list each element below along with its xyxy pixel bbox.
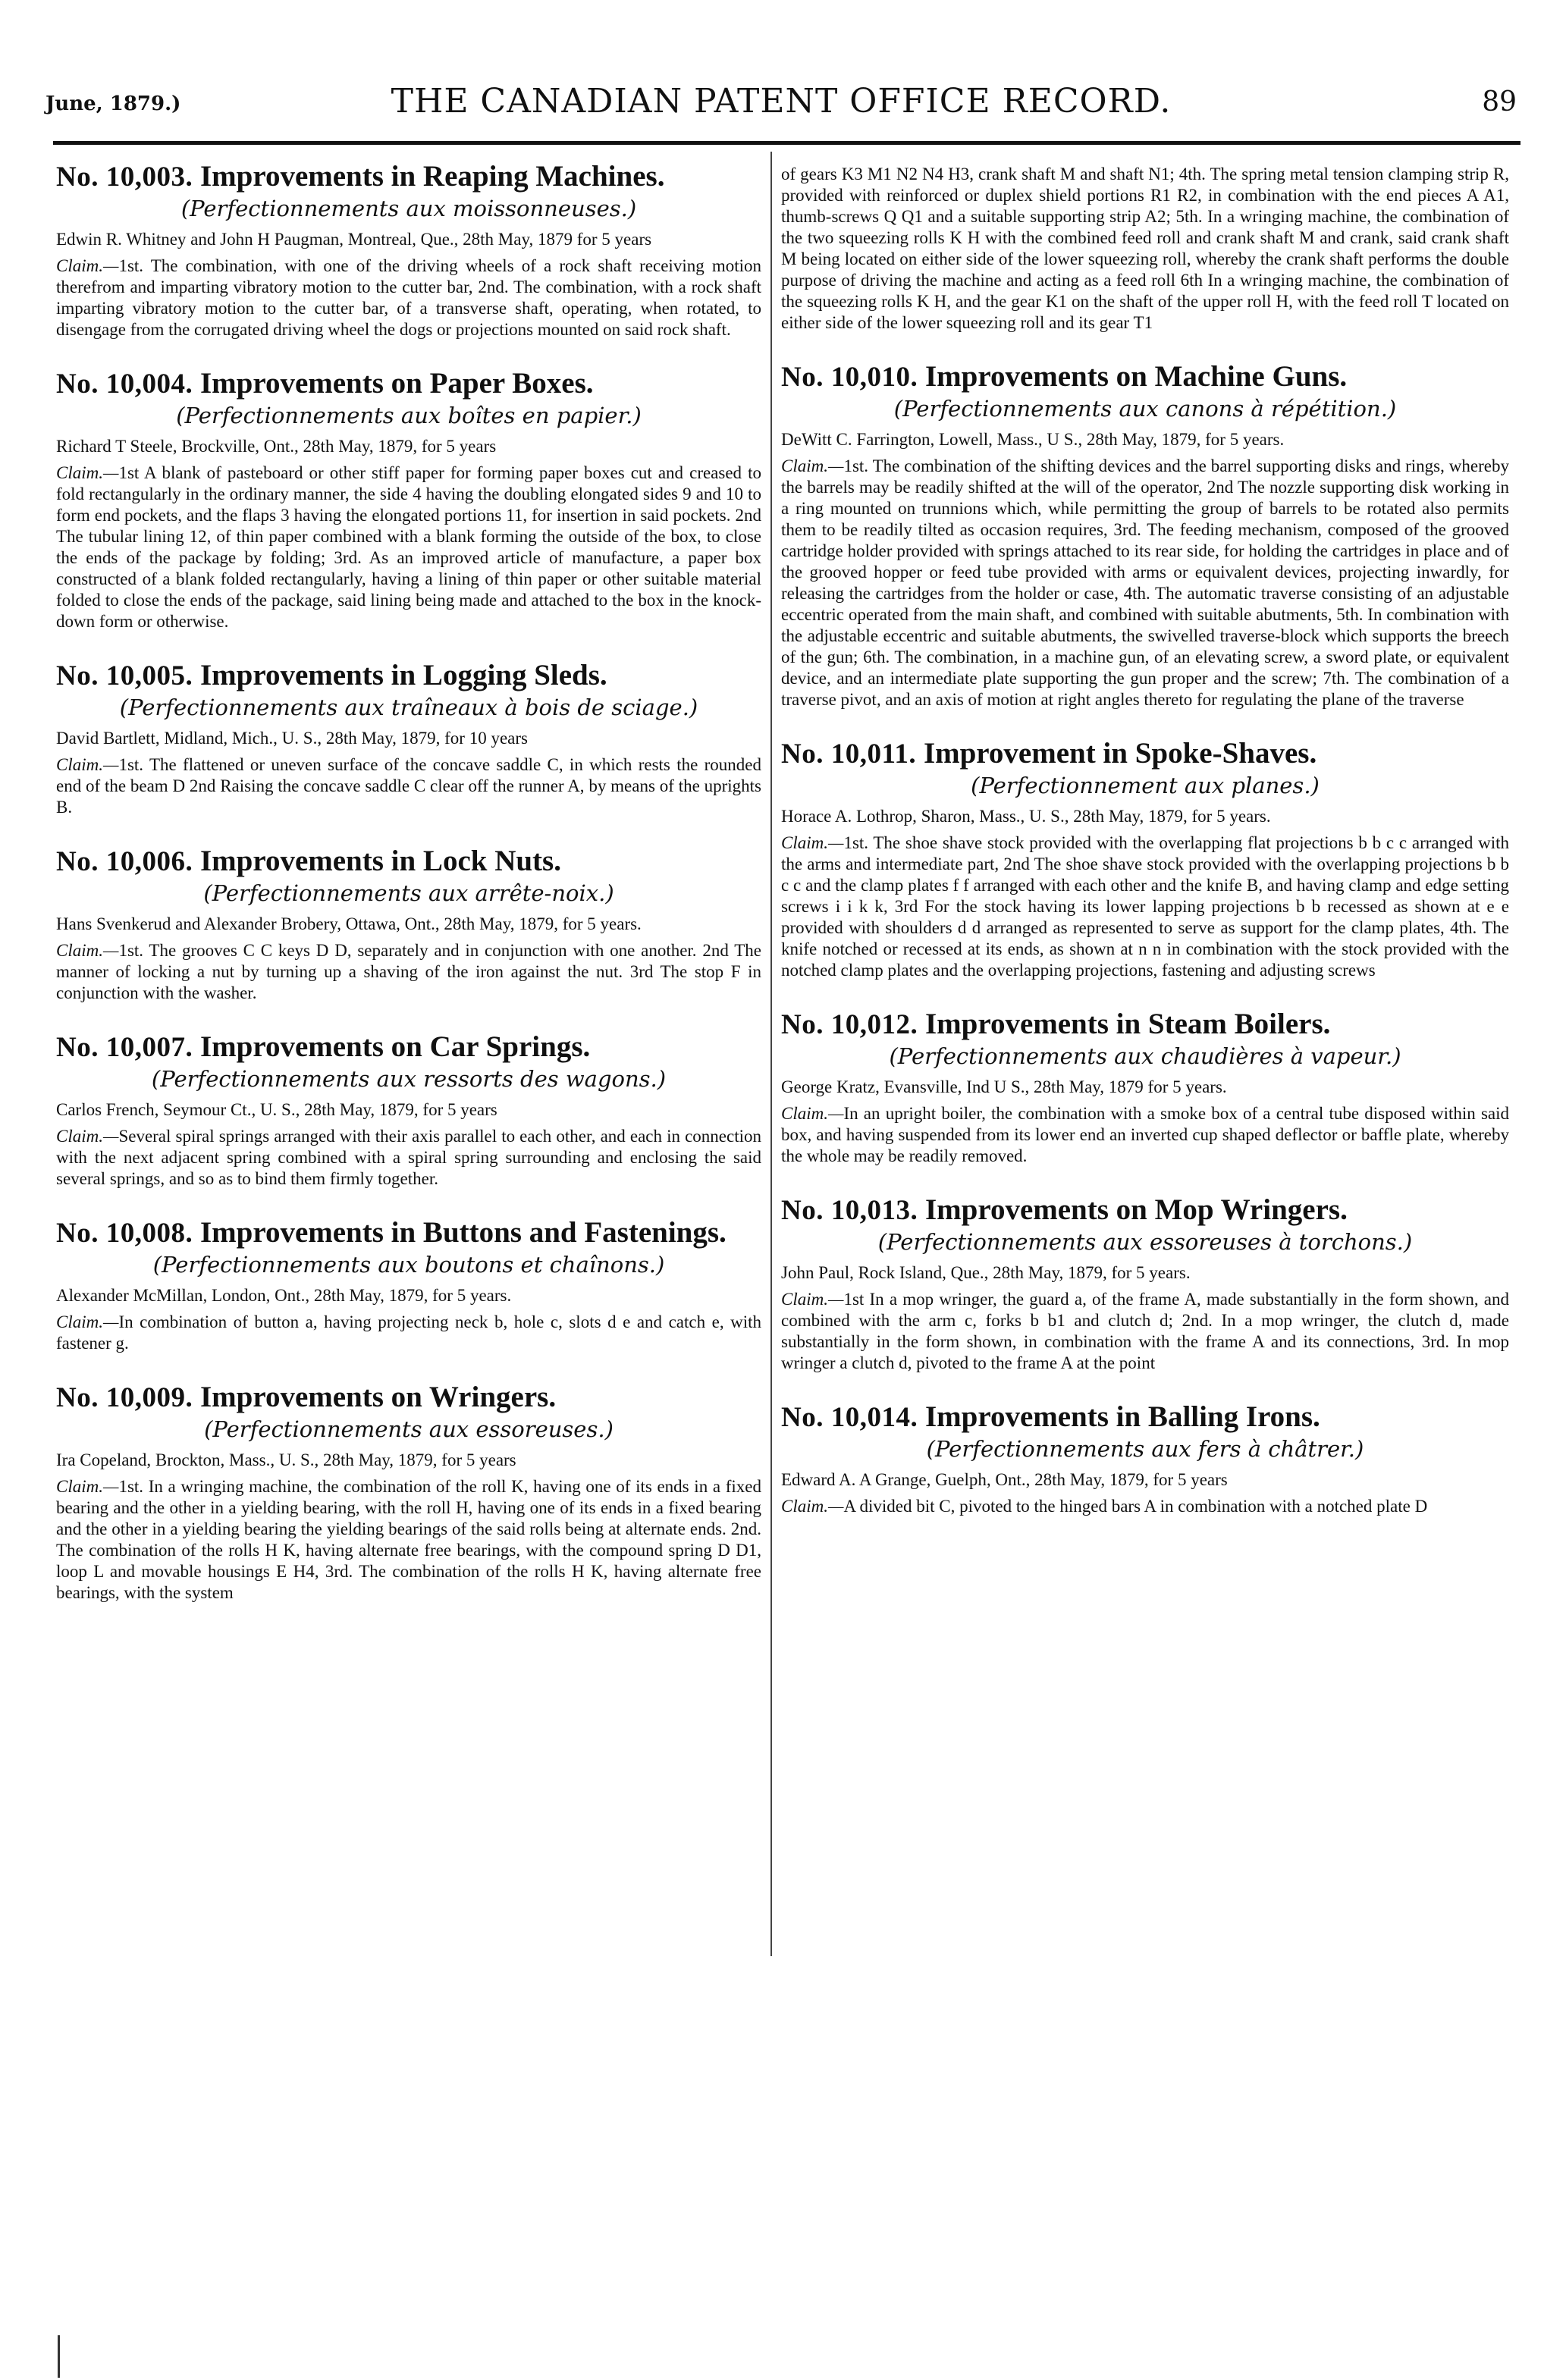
claim-text: 1st. The flattened or uneven surface of the concave saddle C, in which rests the rounded end of the beam D 2nd Raising the concave saddle C clear off the runner A, by means of the uprights B. bbox=[56, 755, 761, 817]
patent-claim bbox=[781, 1103, 1509, 1167]
claim-lead: Claim.— bbox=[781, 1104, 844, 1123]
claim-lead: Claim.— bbox=[56, 1477, 119, 1496]
patent-french-title: (Perfectionnements aux essoreuses à torchons.) bbox=[877, 1229, 1413, 1255]
patent-title bbox=[56, 844, 761, 880]
patent-entry bbox=[781, 164, 1509, 334]
claim-text: In combination of button a, having projecting neck b, hole c, slots d e and catch e, with fastener g. bbox=[56, 1312, 761, 1353]
patent-claim bbox=[781, 1496, 1509, 1517]
claim-text: In an upright boiler, the combination with a smoke box of a central tube disposed within said box, and having suspended from its lower end an inverted cup shaped deflector or baffle plate, whereby the whole may be readily removed. bbox=[781, 1104, 1509, 1165]
patent-number: No. 10,010. bbox=[781, 362, 918, 393]
patent-title bbox=[781, 359, 1509, 395]
patent-french-title: (Perfectionnements aux ressorts des wagons.) bbox=[151, 1066, 667, 1092]
page-number: 89 bbox=[1482, 86, 1517, 118]
patent-entry bbox=[56, 1215, 761, 1354]
patent-title-text: Improvements in Reaping Machines. bbox=[199, 160, 665, 193]
claim-lead: Claim.— bbox=[56, 256, 119, 275]
left-column bbox=[56, 159, 761, 1629]
issue-date: June, 1879.) bbox=[46, 93, 181, 115]
patent-entry bbox=[781, 359, 1509, 710]
patent-french-title: (Perfectionnements aux moissonneuses.) bbox=[180, 196, 637, 221]
claim-lead: Claim.— bbox=[56, 463, 119, 482]
patent-french-title: (Perfectionnements aux fers à châtrer.) bbox=[926, 1436, 1364, 1462]
patent-inventor: Alexander McMillan, London, Ont., 28th May, 1879, for 5 years. bbox=[56, 1286, 512, 1305]
publication-title: THE CANADIAN PATENT OFFICE RECORD. bbox=[391, 82, 1172, 121]
column-divider bbox=[770, 152, 772, 1956]
patent-inventor: Edwin R. Whitney and John H Paugman, Montreal, Que., 28th May, 1879 for 5 years bbox=[56, 230, 652, 249]
claim-lead: Claim.— bbox=[56, 1127, 119, 1146]
patent-inventor: Edward A. A Grange, Guelph, Ont., 28th May, 1879, for 5 years bbox=[781, 1470, 1228, 1489]
patent-entry bbox=[56, 159, 761, 340]
patent-entry bbox=[781, 1007, 1509, 1167]
claim-text: 1st. The grooves C C keys D D, separately and in conjunction with one another. 2nd The manner of locking a nut by turning up a shaving of the iron against the nut. 3rd The stop F in conjunction with the washer. bbox=[56, 941, 761, 1002]
patent-title bbox=[56, 1380, 761, 1416]
patent-entry bbox=[56, 366, 761, 632]
patent-title-text: Improvements on Machine Guns. bbox=[924, 360, 1348, 393]
claim-text: 1st. The combination, with one of the driving wheels of a rock shaft receiving motion therefrom and imparting vibratory motion to the cutter bar, 2nd. The combination, with a rock shaft imparting vibratory motion to the cutter bar, of a transverse shaft, operating, when rotated, to disengage from the corrugated driving wheel the dogs or projections mounted on said rock shaft. bbox=[56, 256, 761, 339]
claim-lead: Claim.— bbox=[56, 941, 119, 960]
patent-number: No. 10,007. bbox=[56, 1032, 193, 1063]
patent-french-title: (Perfectionnements aux boutons et chaînons.) bbox=[152, 1252, 665, 1278]
patent-french-title: (Perfectionnements aux traîneaux à bois de sciage.) bbox=[119, 695, 698, 720]
patent-inventor: Hans Svenkerud and Alexander Brobery, Ottawa, Ont., 28th May, 1879, for 5 years. bbox=[56, 914, 642, 933]
patent-claim bbox=[781, 456, 1509, 710]
patent-entry bbox=[781, 1400, 1509, 1517]
patent-inventor: Ira Copeland, Brockton, Mass., U. S., 28th May, 1879, for 5 years bbox=[56, 1450, 516, 1469]
claim-text: 1st. The combination of the shifting devices and the barrel supporting disks and rings, whereby the barrels may be readily shifted at the will of the operator, 2nd The nozzle supporting disk working in a ring mounted on trunnions which, while permitting the group of barrels to be rotated also permits them to be readily tilted as occasion requires, 3rd. The feeding mechanism, composed of the grooved cartridge holder provided with springs attached to its rear side, for holding the cartridges in place and of the grooved hopper or feed tube provided with arms or equivalent devices, projecting inwardly, for releasing the cartridges from the holder or case, 4th. The automatic traverse consisting of an adjustable eccentric operated from the main shaft, and combined with suitable abutments, 5th. In combination with the adjustable eccentric and suitable abutments, the swivelled traverse-block which supports the breech of the gun; 6th. The combination, in a machine gun, of an elevating screw, a sword plate, or equivalent device, and an intermediate plate supporting the gun proper and the screw; 7th. The combination of a traverse pivot, and an axis of motion at right angles thereto for regulating the plane of the traverse bbox=[781, 456, 1509, 709]
patent-title bbox=[781, 1193, 1509, 1228]
patent-title bbox=[56, 159, 761, 195]
patent-title-text: Improvements in Logging Sleds. bbox=[199, 659, 607, 691]
claim-text: Several spiral springs arranged with their axis parallel to each other, and each in connection with the next adjacent spring combined with a spiral spring surrounding and enclosing the said several springs, and so as to bind them firmly together. bbox=[56, 1127, 761, 1188]
patent-title bbox=[781, 736, 1509, 772]
patent-claim bbox=[56, 463, 761, 632]
margin-mark bbox=[58, 2335, 60, 2378]
patent-claim bbox=[56, 256, 761, 340]
patent-title bbox=[781, 1007, 1509, 1043]
claim-lead: Claim.— bbox=[781, 1290, 844, 1309]
patent-title bbox=[56, 366, 761, 402]
patent-french-title: (Perfectionnements aux arrête-noix.) bbox=[203, 880, 614, 906]
claim-text: 1st In a mop wringer, the guard a, of the frame A, made substantially in the form shown, and combined with the arm c, forks b b1 and clutch d; 2nd. In a mop wringer, the clutch d, made substantially in the form shown, in combination with the frame A and its connections, 3rd. In mop wringer a clutch d, pivoted to the frame A at the point bbox=[781, 1290, 1509, 1372]
patent-entry bbox=[56, 844, 761, 1004]
patent-number: No. 10,004. bbox=[56, 368, 193, 400]
patent-claim bbox=[56, 1126, 761, 1190]
patent-title bbox=[56, 1030, 761, 1065]
patent-inventor: DeWitt C. Farrington, Lowell, Mass., U S., 28th May, 1879, for 5 years. bbox=[781, 430, 1285, 449]
patent-inventor: Richard T Steele, Brockville, Ont., 28th May, 1879, for 5 years bbox=[56, 437, 497, 456]
patent-entry bbox=[781, 736, 1509, 981]
patent-inventor: Horace A. Lothrop, Sharon, Mass., U. S., 28th May, 1879, for 5 years. bbox=[781, 807, 1271, 826]
patent-title bbox=[56, 658, 761, 694]
claim-lead: Claim.— bbox=[56, 755, 119, 774]
patent-number: No. 10,009. bbox=[56, 1382, 193, 1413]
patent-title-text: Improvements on Mop Wringers. bbox=[924, 1193, 1348, 1226]
claim-text: 1st A blank of pasteboard or other stiff paper for forming paper boxes cut and creased to fold rectangularly in the ordinary manner, the side 4 having the doubling elongated sides 9 and 10 to form end pockets, and the flaps 3 having the elongated portions 11, for insertion in said pockets. 2nd The tubular lining 12, of thin paper combined with a blank forming the outside of the box, to close the ends of the package by folding; 3rd. As an improved article of manufacture, a paper box constructed of a blank folded rectangularly, having a lining of thin paper or other suitable material folded to close the ends of the package, said lining being made and attached to the box in the knock-down form or otherwise. bbox=[56, 463, 761, 631]
patent-french-title: (Perfectionnements aux canons à répétition.) bbox=[893, 396, 1397, 422]
patent-french-title: (Perfectionnements aux boîtes en papier.) bbox=[176, 403, 642, 428]
patent-entry bbox=[56, 658, 761, 818]
patent-number: No. 10,003. bbox=[56, 161, 193, 193]
patent-title-text: Improvements on Car Springs. bbox=[199, 1030, 591, 1063]
patent-entry bbox=[56, 1380, 761, 1604]
claim-text: 1st. The shoe shave stock provided with the overlapping flat projections b b c c arranged with the arms and intermediate part, 2nd The shoe shave stock provided with the overlapping projections b b c c and the clamp plates f f arranged with each other and the knife B, and having clamp and edge setting screws i i k k, 3rd For the stock having its lower lapping projections b b recessed as shown at e e provided with shoulders d d arranged as represented to serve as support for the clamp plates, 4th. The knife notched or recessed at its ends, as shown at n n in combination with the stock provided with the notched clamp plates and the overlapping projections, fastening and adjusting screws bbox=[781, 833, 1509, 980]
claim-lead: Claim.— bbox=[781, 1497, 844, 1516]
patent-number: No. 10,014. bbox=[781, 1402, 918, 1433]
patent-number: No. 10,005. bbox=[56, 660, 193, 691]
claim-text: of gears K3 M1 N2 N4 H3, crank shaft M and shaft N1; 4th. The spring metal tension clamping strip R, provided with reinforced or duplex shield portions R1 R2, in combination with the end pieces A A1, thumb-screws Q Q1 and a suitable supporting strip A2; 5th. In a wringing machine, the combination of the two squeezing rolls K H with the combined feed roll and crank shaft M and crank, said crank shaft M being located on either side of the lower squeezing roll, whereby the crank shaft performs the double purpose of driving the machine and acting as a feed roll 6th In a wringing machine, the combination of the squeezing rolls K H, and the gear K1 on the shaft of the upper roll H, with the feed roll T located on either side of the lower squeezing roll and its gear T1 bbox=[781, 165, 1509, 332]
claim-lead: Claim.— bbox=[781, 833, 844, 852]
header-rule bbox=[53, 141, 1520, 145]
patent-title bbox=[781, 1400, 1509, 1435]
patent-claim bbox=[781, 833, 1509, 981]
patent-title-text: Improvements in Buttons and Fastenings. bbox=[199, 1216, 727, 1249]
patent-entry bbox=[56, 1030, 761, 1190]
patent-french-title: (Perfectionnements aux chaudières à vapeur.) bbox=[889, 1043, 1401, 1069]
patent-entry bbox=[781, 1193, 1509, 1374]
patent-title-text: Improvements in Lock Nuts. bbox=[199, 845, 561, 877]
patent-number: No. 10,011. bbox=[781, 738, 917, 770]
patent-claim bbox=[781, 164, 1509, 334]
patent-french-title: (Perfectionnements aux essoreuses.) bbox=[204, 1416, 614, 1442]
patent-title-text: Improvements on Wringers. bbox=[199, 1381, 557, 1413]
patent-inventor: David Bartlett, Midland, Mich., U. S., 28th May, 1879, for 10 years bbox=[56, 729, 528, 748]
patent-inventor: Carlos French, Seymour Ct., U. S., 28th May, 1879, for 5 years bbox=[56, 1100, 497, 1119]
patent-inventor: John Paul, Rock Island, Que., 28th May, 1879, for 5 years. bbox=[781, 1263, 1191, 1282]
claim-lead: Claim.— bbox=[781, 456, 844, 475]
patent-inventor: George Kratz, Evansville, Ind U S., 28th May, 1879 for 5 years. bbox=[781, 1077, 1227, 1096]
patent-title-text: Improvements in Balling Irons. bbox=[924, 1400, 1320, 1433]
patent-number: No. 10,008. bbox=[56, 1218, 193, 1249]
patent-title bbox=[56, 1215, 761, 1251]
patent-number: No. 10,013. bbox=[781, 1195, 918, 1226]
right-column bbox=[781, 159, 1509, 1543]
claim-text: A divided bit C, pivoted to the hinged bars A in combination with a notched plate D bbox=[843, 1497, 1428, 1516]
patent-title-text: Improvements in Steam Boilers. bbox=[924, 1008, 1331, 1040]
patent-claim bbox=[56, 940, 761, 1004]
page-header bbox=[46, 82, 1517, 130]
patent-claim bbox=[56, 754, 761, 818]
patent-claim bbox=[56, 1476, 761, 1604]
patent-number: No. 10,006. bbox=[56, 846, 193, 877]
patent-claim bbox=[781, 1289, 1509, 1374]
patent-french-title: (Perfectionnement aux planes.) bbox=[971, 773, 1320, 798]
patent-title-text: Improvements on Paper Boxes. bbox=[199, 367, 594, 400]
patent-number: No. 10,012. bbox=[781, 1009, 918, 1040]
patent-claim bbox=[56, 1312, 761, 1354]
claim-text: 1st. In a wringing machine, the combination of the roll K, having one of its ends in a fixed bearing and the other in a yielding bearing, with the roll H, having one of its ends in a fixed bearing and the other in a yielding bearing the yielding bearings of the said rolls being at alternate ends. 2nd. The combination of the rolls H K, having alternate free bearings, with the compound spring D D1, loop L and movable housings E H4, 3rd. The combination of the rolls H K, having alternate free bearings, with the system bbox=[56, 1477, 761, 1602]
claim-lead: Claim.— bbox=[56, 1312, 119, 1331]
patent-title-text: Improvement in Spoke-Shaves. bbox=[923, 737, 1317, 770]
